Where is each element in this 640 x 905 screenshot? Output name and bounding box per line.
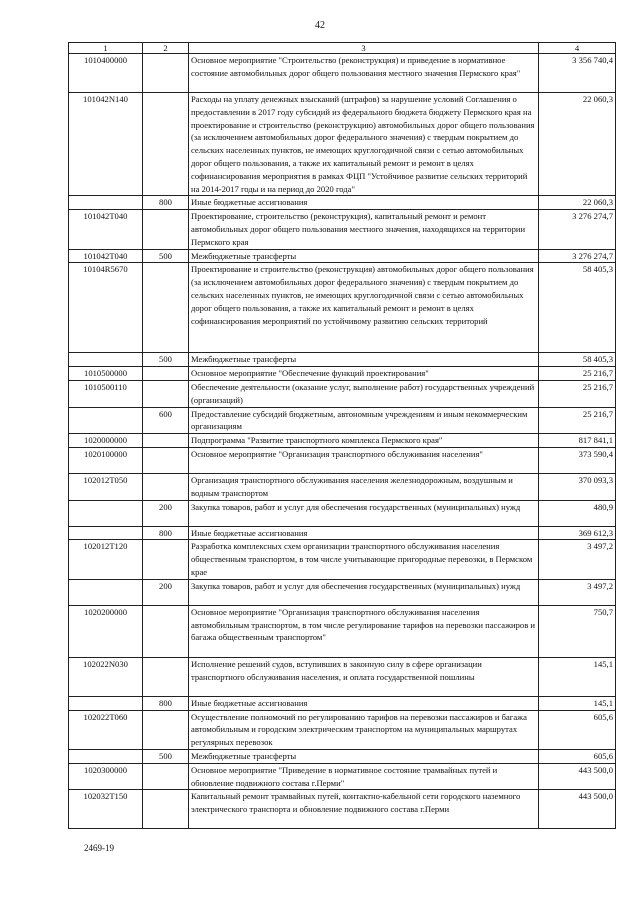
code-cell: 1010500110 — [69, 380, 143, 407]
table-row — [69, 380, 616, 407]
expense-type-cell: 500 — [143, 249, 189, 263]
table-row — [69, 196, 616, 210]
description-cell: Основное мероприятие "Организация транспортного обслуживания населения" — [189, 447, 539, 473]
code-cell: 1020300000 — [69, 763, 143, 790]
expense-type-cell: 500 — [143, 749, 189, 763]
amount-cell: 605,6 — [539, 710, 616, 749]
expense-type-cell — [143, 367, 189, 381]
expense-type-cell: 800 — [143, 196, 189, 210]
code-cell: 1010500000 — [69, 367, 143, 381]
page-number: 42 — [315, 20, 325, 31]
code-cell: 102022N030 — [69, 657, 143, 696]
table-header — [69, 43, 616, 54]
table-row — [69, 657, 616, 696]
description-cell: Межбюджетные трансферты — [189, 749, 539, 763]
code-cell: 102022T060 — [69, 710, 143, 749]
code-cell — [69, 353, 143, 367]
description-cell: Расходы на уплату денежных взысканий (штрафов) за нарушение условий Соглашения о предоставлении в 2017 году субсидий из федерального бюджета бюджету Пермского края на проектирование и строительство (реконструкцию) автомобильных дорог общего пользования (за исключением автомобильных дорог федерального значения) с твердым покрытием до сельских населенных пунктов, не имеющих круглогодичной связи с сетью автомобильных дорог общего пользования, а также их капитальный ремонт и ремонт в целях софинансирования мероприятия в рамках ФЦП "Устойчивое развитие сельских территорий на 2014-2017 годы и на период до 2020 года" — [189, 93, 539, 196]
table-row — [69, 790, 616, 829]
amount-cell: 3 276 274,7 — [539, 249, 616, 263]
table-row — [69, 434, 616, 448]
header-col-1: 1 — [69, 43, 143, 54]
header-col-2: 2 — [143, 43, 189, 54]
expense-type-cell — [143, 790, 189, 829]
description-cell: Иные бюджетные ассигнования — [189, 526, 539, 540]
code-cell — [69, 196, 143, 210]
amount-cell: 817 841,1 — [539, 434, 616, 448]
description-cell: Проектирование, строительство (реконструкция), капитальный ремонт и ремонт автомобильных дорог общего пользования местного значения, находящихся на территории Пермского края — [189, 210, 539, 249]
code-cell — [69, 526, 143, 540]
code-cell: 1010400000 — [69, 54, 143, 93]
table-row — [69, 473, 616, 500]
header-col-4: 4 — [539, 43, 616, 54]
code-cell — [69, 696, 143, 710]
code-cell: 1020100000 — [69, 447, 143, 473]
table-row — [69, 500, 616, 526]
table-row — [69, 407, 616, 434]
code-cell: 101042T040 — [69, 210, 143, 249]
code-cell — [69, 749, 143, 763]
amount-cell: 25 216,7 — [539, 367, 616, 381]
description-cell: Проектирование и строительство (реконструкция) автомобильных дорог общего пользования (за исключением автомобильных дорог федерального значения) с твердым покрытием до сельских населенных пунктов, не имеющих круглогодичной связи с сетью автомобильных дорог общего пользования, а также их капитальный ремонт и ремонт в целях софинансирования мероприятий по устойчивому развитию сельских территорий — [189, 263, 539, 353]
amount-cell: 3 497,2 — [539, 579, 616, 605]
table-row — [69, 749, 616, 763]
amount-cell: 369 612,3 — [539, 526, 616, 540]
amount-cell: 145,1 — [539, 657, 616, 696]
description-cell: Закупка товаров, работ и услуг для обеспечения государственных (муниципальных) нужд — [189, 500, 539, 526]
code-cell: 1020000000 — [69, 434, 143, 448]
code-cell: 102012T050 — [69, 473, 143, 500]
description-cell: Капитальный ремонт трамвайных путей, контактно-кабельной сети городского наземного электрического транспорта и обновление подвижного состава г.Перми — [189, 790, 539, 829]
amount-cell: 58 405,3 — [539, 353, 616, 367]
expense-type-cell — [143, 763, 189, 790]
amount-cell: 22 060,3 — [539, 93, 616, 196]
description-cell: Организация транспортного обслуживания населения железнодорожным, воздушным и водным транспортом — [189, 473, 539, 500]
expense-type-cell — [143, 54, 189, 93]
table-row — [69, 540, 616, 579]
table-row — [69, 605, 616, 657]
table-row — [69, 93, 616, 196]
header-row — [69, 43, 616, 54]
expense-type-cell — [143, 380, 189, 407]
code-cell: 10104R5670 — [69, 263, 143, 353]
amount-cell: 58 405,3 — [539, 263, 616, 353]
expense-type-cell: 200 — [143, 500, 189, 526]
header-col-3: 3 — [189, 43, 539, 54]
amount-cell: 480,9 — [539, 500, 616, 526]
amount-cell: 22 060,3 — [539, 196, 616, 210]
code-cell: 102012T120 — [69, 540, 143, 579]
amount-cell: 370 093,3 — [539, 473, 616, 500]
description-cell: Подпрограмма "Развитие транспортного комплекса Пермского края" — [189, 434, 539, 448]
expense-type-cell — [143, 447, 189, 473]
expense-type-cell: 600 — [143, 407, 189, 434]
table-row — [69, 710, 616, 749]
table-row — [69, 367, 616, 381]
description-cell: Обеспечение деятельности (оказание услуг, выполнение работ) государственных учреждений (организаций) — [189, 380, 539, 407]
description-cell: Основное мероприятие "Строительство (реконструкция) и приведение в нормативное состояние автомобильных дорог общего пользования местного значения Пермского края" — [189, 54, 539, 93]
description-cell: Осуществление полномочий по регулированию тарифов на перевозки пассажиров и багажа автомобильным и городским электрическим транспортом на муниципальных маршрутах регулярных перевозок — [189, 710, 539, 749]
budget-table — [68, 42, 616, 829]
description-cell: Межбюджетные трансферты — [189, 249, 539, 263]
amount-cell: 443 500,0 — [539, 790, 616, 829]
amount-cell: 3 497,2 — [539, 540, 616, 579]
amount-cell: 3 356 740,4 — [539, 54, 616, 93]
code-cell: 102032T150 — [69, 790, 143, 829]
amount-cell: 373 590,4 — [539, 447, 616, 473]
table-row — [69, 249, 616, 263]
amount-cell: 750,7 — [539, 605, 616, 657]
description-cell: Основное мероприятие "Приведение в нормативное состояние трамвайных путей и обновление подвижного состава г.Перми" — [189, 763, 539, 790]
description-cell: Основное мероприятие "Организация транспортного обслуживания населения автомобильным транспортом, в том числе регулирование тарифов на перевозки пассажиров и багажа общественным транспортом" — [189, 605, 539, 657]
table-row — [69, 696, 616, 710]
description-cell: Иные бюджетные ассигнования — [189, 696, 539, 710]
code-cell — [69, 407, 143, 434]
code-cell — [69, 579, 143, 605]
table-row — [69, 263, 616, 353]
table-row — [69, 353, 616, 367]
expense-type-cell — [143, 605, 189, 657]
table-row — [69, 526, 616, 540]
code-cell: 1020200000 — [69, 605, 143, 657]
description-cell: Закупка товаров, работ и услуг для обеспечения государственных (муниципальных) нужд — [189, 579, 539, 605]
expense-type-cell: 800 — [143, 696, 189, 710]
code-cell: 101042N140 — [69, 93, 143, 196]
expense-type-cell — [143, 263, 189, 353]
amount-cell: 605,6 — [539, 749, 616, 763]
table-row — [69, 54, 616, 93]
expense-type-cell — [143, 473, 189, 500]
amount-cell: 25 216,7 — [539, 380, 616, 407]
description-cell: Предоставление субсидий бюджетным, автономным учреждениям и иным некоммерческим организациям — [189, 407, 539, 434]
description-cell: Разработка комплексных схем организации транспортного обслуживания населения общественным транспортом, в том числе учитывающие пригородные перевозки, в Пермском крае — [189, 540, 539, 579]
expense-type-cell — [143, 540, 189, 579]
amount-cell: 145,1 — [539, 696, 616, 710]
description-cell: Иные бюджетные ассигнования — [189, 196, 539, 210]
description-cell: Основное мероприятие "Обеспечение функций проектирования" — [189, 367, 539, 381]
amount-cell: 25 216,7 — [539, 407, 616, 434]
description-cell: Исполнение решений судов, вступивших в законную силу в сфере организации транспортного обслуживания населения, и оплата государственной пошлины — [189, 657, 539, 696]
expense-type-cell — [143, 93, 189, 196]
code-cell: 101042T040 — [69, 249, 143, 263]
description-cell: Межбюджетные трансферты — [189, 353, 539, 367]
code-cell — [69, 500, 143, 526]
expense-type-cell: 200 — [143, 579, 189, 605]
expense-type-cell — [143, 210, 189, 249]
expense-type-cell — [143, 657, 189, 696]
expense-type-cell — [143, 710, 189, 749]
table-body — [69, 54, 616, 829]
amount-cell: 3 276 274,7 — [539, 210, 616, 249]
expense-type-cell — [143, 434, 189, 448]
table-row — [69, 579, 616, 605]
expense-type-cell: 800 — [143, 526, 189, 540]
table-row — [69, 210, 616, 249]
document-code: 2469-19 — [84, 843, 114, 853]
table-row — [69, 763, 616, 790]
table-row — [69, 447, 616, 473]
expense-type-cell: 500 — [143, 353, 189, 367]
amount-cell: 443 500,0 — [539, 763, 616, 790]
